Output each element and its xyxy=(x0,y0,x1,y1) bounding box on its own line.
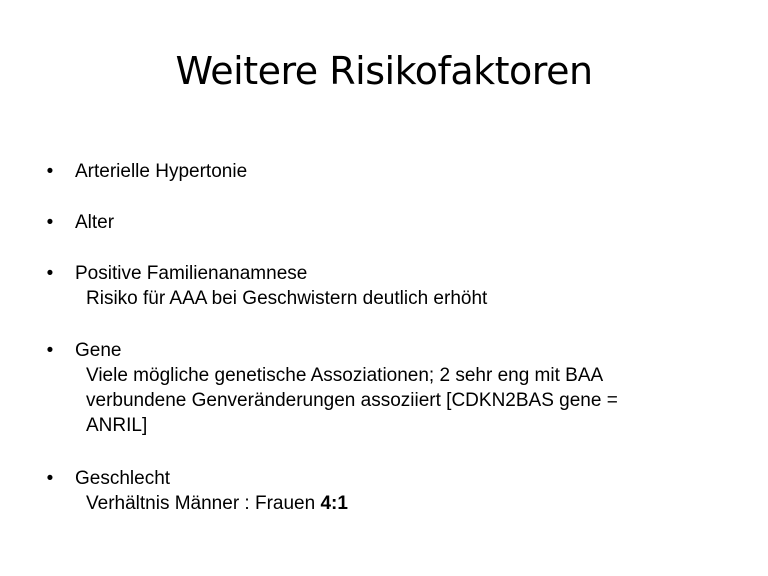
bullet-dot: • xyxy=(46,212,54,233)
bullet-dot: • xyxy=(46,468,54,489)
slide-title: Weitere Risikofaktoren xyxy=(175,49,593,93)
subtext-line: ANRIL] xyxy=(86,415,148,436)
bullet-subtext xyxy=(86,491,696,516)
subtext-line: verbundene Genveränderungen assoziiert [CDKN2BAS gene = xyxy=(86,390,618,411)
bullet-dot: • xyxy=(46,161,54,182)
bullet-dot: • xyxy=(46,263,54,284)
bullet-label: Positive Familienanamnese xyxy=(75,263,308,284)
ratio-prefix: Verhältnis Männer : Frauen xyxy=(86,493,321,514)
bullet-label: Alter xyxy=(75,212,115,233)
bullet-label: Geschlecht xyxy=(75,468,171,489)
bullet-subtext xyxy=(86,363,696,438)
bullet-dot: • xyxy=(46,340,54,361)
bullet-label: Gene xyxy=(75,340,122,361)
bullet-subtext: Risiko für AAA bei Geschwistern deutlich erhöht xyxy=(86,288,488,309)
bullet-label: Arterielle Hypertonie xyxy=(75,161,248,182)
ratio-value: 4:1 xyxy=(320,493,348,514)
subtext-line: Viele mögliche genetische Assoziationen; 2 sehr eng mit BAA xyxy=(86,365,604,386)
